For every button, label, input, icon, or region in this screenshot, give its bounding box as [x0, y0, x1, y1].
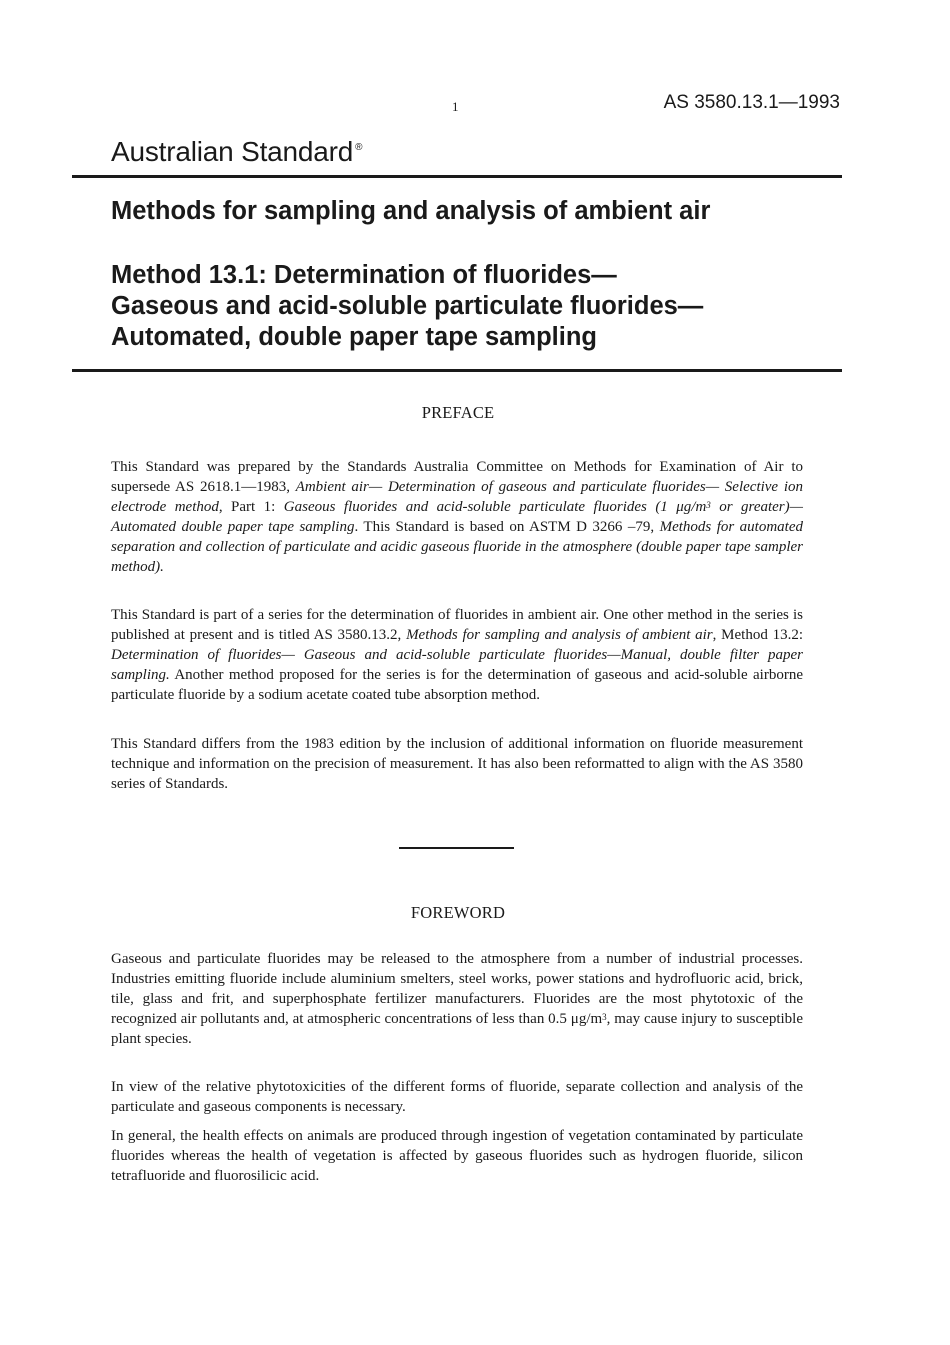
text-run: , Part 1: [218, 499, 284, 515]
text-run: , Method 13.2: [712, 627, 803, 643]
page-number: 1 [452, 99, 459, 114]
brand-title [111, 136, 362, 168]
text-run: This Standard differs from the 1983 edition by the inclusion of additional information on fluoride measurement technique and information on the precision of measurement. It has also been reformatted to align with the AS 3580 series of Standards. [111, 736, 803, 792]
method-title [111, 260, 703, 353]
text-run: , may cause injury to susceptible plant species. [111, 1011, 803, 1047]
text-run: . This Standard is based on ASTM D 3266 –79, [354, 519, 660, 535]
italic-text: Gaseous fluorides and acid-soluble particulate fluorides (1 μg/m [283, 499, 707, 515]
text-run: Gaseous and particulate fluorides may be released to the atmosphere from a number of industrial processes. Industries emitting fluoride include aluminium smelters, steel works, power stations and hydrofluoric acid, brick, tile, glass and frit, and superphosphate fertilizer manufacturers. Fluorides are the most phytotoxic of the recognized air pollutants and, at atmospheric concentrations of less than 0.5 μg/m [111, 951, 803, 1027]
superscript-text: 3 [602, 1012, 607, 1022]
registered-mark: ® [355, 142, 363, 153]
text-run: This Standard was prepared by the Standards Australia Committee on Methods for Examination of Air to supersede AS 2618.1—1983, [111, 459, 803, 495]
preface-paragraph-1 [111, 457, 803, 577]
brand-text: Australian Standard [111, 136, 354, 167]
foreword-paragraph-2 [111, 1077, 803, 1117]
foreword-heading: FOREWORD [410, 903, 506, 922]
preface-heading: PREFACE [421, 403, 495, 422]
foreword-paragraph-3 [111, 1126, 803, 1186]
preface-paragraph-3 [111, 734, 803, 794]
foreword-paragraph-1 [111, 949, 803, 1049]
preface-paragraph-2 [111, 605, 803, 705]
italic-text: Methods for sampling and analysis of ambient air [406, 627, 713, 643]
text-run: This Standard is part of a series for the determination of fluorides in ambient air. One other method in the series is published at present and is titled AS 3580.13.2, [111, 607, 803, 643]
italic-text: Determination of fluorides— Gaseous and acid-soluble particulate fluorides—Manual, double filter paper sampling. [111, 647, 803, 683]
method-title-line: Method 13.1: Determination of fluorides— [111, 261, 617, 289]
series-title: Methods for sampling and analysis of ambient air [111, 197, 711, 225]
title-rule [72, 369, 842, 372]
italic-text: Methods for automated separation and collection of particulate and acidic gaseous fluoride in the atmosphere (double paper tape sampler method). [111, 519, 803, 575]
superscript-text: 3 [706, 500, 711, 510]
method-title-line: Gaseous and acid-soluble particulate fluorides— [111, 292, 704, 320]
text-run: In view of the relative phytotoxicities of the different forms of fluoride, separate collection and analysis of the particulate and gaseous components is necessary. [111, 1079, 803, 1115]
text-run: Another method proposed for the series is for the determination of gaseous and acid-soluble airborne particulate fluoride by a sodium acetate coated tube absorption method. [111, 667, 803, 703]
section-separator [399, 847, 514, 849]
top-rule [72, 175, 842, 178]
italic-text: or greater)—Automated double paper tape sampling [111, 499, 803, 535]
text-run: In general, the health effects on animals are produced through ingestion of vegetation contaminated by particulate fluorides whereas the health of vegetation is affected by gaseous fluorides such as hydrogen fluoride, silicon tetrafluoride and fluorosilicic acid. [111, 1128, 803, 1184]
method-title-line: Automated, double paper tape sampling [111, 323, 597, 351]
italic-text: Ambient air— Determination of gaseous and particulate fluorides— Selective ion electrode method [111, 479, 803, 515]
standard-number: AS 3580.13.1—1993 [663, 92, 840, 113]
